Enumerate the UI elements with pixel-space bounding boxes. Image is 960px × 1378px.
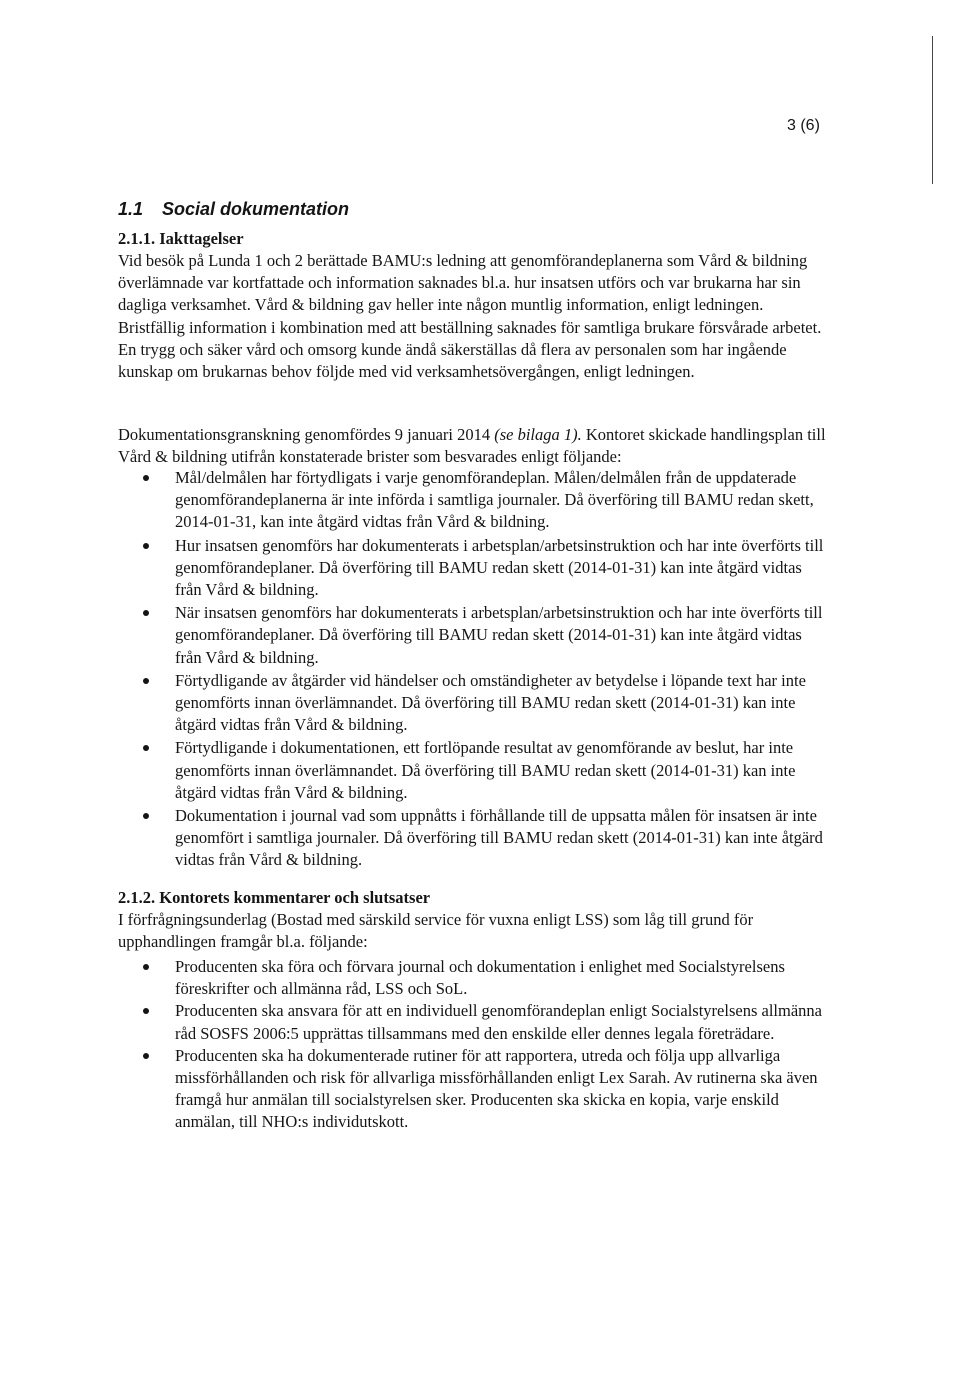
list-item xyxy=(118,467,830,534)
bullet-icon xyxy=(143,678,149,684)
list-item-text: Producenten ska föra och förvara journal och dokumentation i enlighet med Socialstyrelsens föreskrifter och allmänna råd, LSS och SoL. xyxy=(175,957,785,999)
subsection-heading-observations: 2.1.1. Iakttagelser xyxy=(118,229,244,248)
bullet-icon xyxy=(143,813,149,819)
list-item xyxy=(118,1000,830,1044)
section-heading xyxy=(118,199,349,220)
list-item-text: Förtydligande i dokumentationen, ett fortlöpande resultat av genomförande av beslut, har inte genomförts innan överlämnandet. Då överföring till BAMU redan skett (2014-01-31) kan inte åtgärd vidtas från Vård & bildning. xyxy=(175,738,796,802)
list-item-text: Producenten ska ha dokumenterade rutiner för att rapportera, utreda och följa upp allvarliga missförhållanden och risk för allvarliga missförhållanden enligt Lex Sarah. Av rutinerna ska även framgå hur anmälan till socialstyrelsen sker. Producenten ska skicka en kopia, varje enskild anmälan, till NHO:s individutskott. xyxy=(175,1045,818,1132)
document-review-paragraph xyxy=(118,424,830,468)
list-item-text: När insatsen genomförs har dokumenterats i arbetsplan/arbetsinstruktion och har inte överförts till genomförandeplaner. Då överföring till BAMU redan skett (2014-01-31) kan inte åtgärd vidtas från Vård & bildning. xyxy=(175,603,823,667)
response-list xyxy=(118,467,830,873)
margin-rule xyxy=(932,36,933,184)
bullet-icon xyxy=(143,1008,149,1014)
list-item-text: Producenten ska ansvara för att en individuell genomförandeplan enligt Socialstyrelsens allmänna råd SOSFS 2006:5 upprättas tillsammans med den enskilde eller dennes legala företrädare. xyxy=(175,1001,822,1043)
bullet-icon xyxy=(143,745,149,751)
observations-paragraph: Vid besök på Lunda 1 och 2 berättade BAMU:s ledning att genomförandeplanerna som Vård & bildning överlämnade var kortfattade och information saknades bl.a. hur insatsen utförs och var brukarna har sin dagliga verksamhet. Vård & bildning gav heller inte någon muntlig information, enligt ledningen. Bristfällig information i kombination med att beställning saknades för samtliga brukare försvårade arbetet. En trygg och säker vård och omsorg kunde ändå säkerställas då flera av personalen som har ingående kunskap om brukarnas behov följde med vid verksamhetsövergången, enligt ledningen. xyxy=(118,251,822,382)
bullet-icon xyxy=(143,964,149,970)
list-item xyxy=(118,805,830,872)
list-item xyxy=(118,737,830,804)
document-review-text-cont: Kontoret skickade handlingsplan till Vård & bildning utifrån konstaterade brister som besvarades enligt följande: xyxy=(118,425,826,467)
list-item xyxy=(118,535,830,602)
conclusions-paragraph: I förfrågningsunderlag (Bostad med särskild service för vuxna enligt LSS) som låg till grund för upphandlingen framgår bl.a. följande: xyxy=(118,910,754,952)
bullet-icon xyxy=(143,610,149,616)
list-item xyxy=(118,956,830,1000)
list-item xyxy=(118,602,830,669)
bullet-icon xyxy=(143,475,149,481)
page-number: 3 (6) xyxy=(787,117,820,134)
list-item-text: Förtydligande av åtgärder vid händelser och omständigheter av betydelse i löpande text har inte genomförts innan överlämnandet. Då överföring till BAMU redan skett (2014-01-31) kan inte åtgärd vidtas från Vård & bildning. xyxy=(175,670,806,735)
list-item-text: Dokumentation i journal vad som uppnåtts i förhållande till de uppsatta målen för insatsen är inte genomfört i samtliga journaler. Då överföring till BAMU redan skett (2014-01-31) kan inte åtgärd vidtas från Vård & bildning. xyxy=(175,806,823,870)
section-title: Social dokumentation xyxy=(162,199,350,219)
subsection-heading-conclusions: 2.1.2. Kontorets kommentarer och slutsatser xyxy=(118,888,431,907)
document-review-text: Dokumentationsgranskning genomfördes 9 januari 2014 xyxy=(118,425,495,444)
requirements-list xyxy=(118,956,830,1134)
list-item-text: Mål/delmålen har förtydligats i varje genomförandeplan. Målen/delmålen från de uppdaterade genomförandeplanerna är inte införda i samtliga journaler. Då överföring till BAMU redan skett, 2014-01-31, kan inte åtgärd vidtas från Vård & bildning. xyxy=(175,468,814,532)
section-number: 1.1 xyxy=(118,199,144,219)
list-item xyxy=(118,670,830,737)
list-item xyxy=(118,1045,830,1134)
bullet-icon xyxy=(143,1053,149,1059)
list-item-text: Hur insatsen genomförs har dokumenterats i arbetsplan/arbetsinstruktion och har inte överförts till genomförandeplaner. Då överföring till BAMU redan skett (2014-01-31) kan inte åtgärd vidtas från Vård & bildning. xyxy=(175,535,824,600)
attachment-reference: (se bilaga 1). xyxy=(494,425,582,444)
bullet-icon xyxy=(143,543,149,549)
